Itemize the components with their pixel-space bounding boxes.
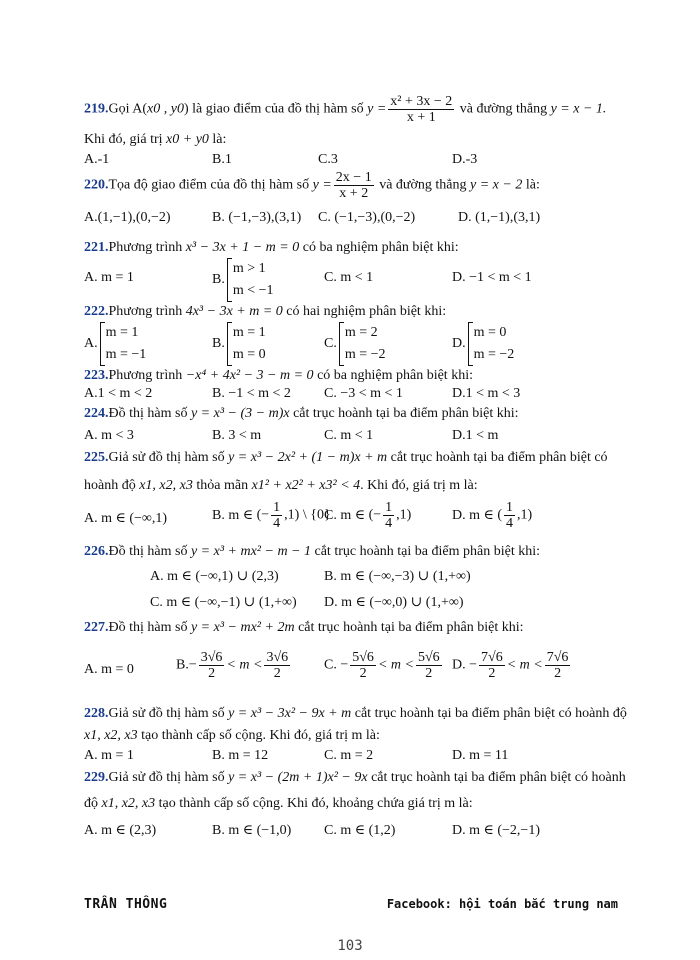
question-219-line2: Khi đó, giá trị x0 + y0 là: [84,132,227,147]
question-229-line2: độ x1, x2, x3 tạo thành cấp số cộng. Khi đó, khoảng chứa giá trị m là: [84,796,473,811]
option-b[interactable]: B.1 [212,152,232,167]
page-number: 103 [337,938,363,954]
question-226: 226.Đồ thị hàm số y = x³ + mx² − m − 1 cắt trục hoành tại ba điểm phân biệt khi: [84,544,540,559]
option-c[interactable]: C. − $\frac{5√6}{2}$ < m < $\frac{5√6}{2}$ [324,650,440,681]
option-b[interactable]: B. (−1,−3),(3,1) [212,210,302,225]
option-d[interactable]: D. m ∈ ( $\frac{1}{4}$ ,1) [452,500,533,531]
option-b[interactable]: B. m = 12 [212,748,269,763]
option-d[interactable]: D. (1,−1),(3,1) [458,210,541,225]
facebook-footer: Facebook: hội toán bắc trung nam [386,897,618,911]
author-footer: TRẦN THÔNG [84,897,168,912]
question-225: 225.Giả sử đồ thị hàm số y = x³ − 2x² + (1 − m)x + m cắt trục hoành tại ba điểm phân biệt có [84,450,608,465]
question-229: 229.Giả sử đồ thị hàm số y = x³ − (2m + 1)x² − 9x cắt trục hoành tại ba điểm phân biệt có hoành [84,770,626,785]
question-223: 223.Phương trình −x⁴ + 4x² − 3 − m = 0 có ba nghiệm phân biệt khi: [84,368,473,383]
option-a[interactable]: A. m = 0 [84,662,134,677]
option-d[interactable]: D. −1 < m < 1 [452,270,532,285]
option-d[interactable]: D.-3 [452,152,478,167]
option-d[interactable]: D.1 < m < 3 [452,386,521,401]
option-c[interactable]: C. m = 2 [324,748,374,763]
option-a[interactable]: A. m = 1 [84,270,134,285]
option-a[interactable]: A. m = 1 m = −1 [84,322,146,366]
option-d[interactable]: D. m ∈ (−2,−1) [452,823,540,838]
question-225-line2: hoành độ x1, x2, x3 thỏa mãn x1² + x2² + x3² < 4. Khi đó, giá trị m là: [84,478,478,493]
option-b[interactable]: B. m > 1 m < −1 [212,258,274,302]
question-228: 228.Giả sử đồ thị hàm số y = x³ − 3x² − 9x + m cắt trục hoành tại ba điểm phân biệt có hoành độ [84,706,627,721]
option-a[interactable]: A. m ∈ (2,3) [84,823,157,838]
question-224: 224.Đồ thị hàm số y = x³ − (3 − m)x cắt trục hoành tại ba điểm phân biệt khi: [84,406,519,421]
option-d[interactable]: D. m = 0 m = −2 [452,322,514,366]
option-a[interactable]: A. m ∈ (−∞,1) ∪ (2,3) [150,569,279,584]
option-a[interactable]: A.(1,−1),(0,−2) [84,210,171,225]
option-c[interactable]: C. (−1,−3),(0,−2) [318,210,416,225]
option-c[interactable]: C. m = 2 m = −2 [324,322,386,366]
question-227: 227.Đồ thị hàm số y = x³ − mx² + 2m cắt trục hoành tại ba điểm phân biệt khi: [84,620,524,635]
option-b[interactable]: B. m ∈ (−∞,−3) ∪ (1,+∞) [324,569,471,584]
option-c[interactable]: C. m < 1 [324,428,374,443]
question-221: 221.Phương trình x³ − 3x + 1 − m = 0 có ba nghiệm phân biệt khi: [84,240,459,255]
question-219: 219.Gọi A(x0 , y0) là giao điểm của đồ thị hàm số y = $\frac{\text{x² + 3x − 2}}{x + 1}$ và đường thẳng y = x − 1. [84,94,607,125]
option-d[interactable]: D.1 < m [452,428,499,443]
option-c[interactable]: C. m ∈ (1,2) [324,823,396,838]
option-a[interactable]: A. m = 1 [84,748,134,763]
option-a[interactable]: A. m ∈ (−∞,1) [84,511,168,526]
option-a[interactable]: A.-1 [84,152,110,167]
option-d[interactable]: D. − $\frac{7√6}{2}$ < m < $\frac{7√6}{2}$ [452,650,569,681]
question-220: 220.Tọa độ giao điểm của đồ thị hàm số y = $\frac{2x - 1}{x + 2}$ và đường thẳng y = x − 2 là: [84,170,540,201]
option-b[interactable]: B. m ∈ (−1,0) [212,823,292,838]
option-c[interactable]: C. −3 < m < 1 [324,386,403,401]
option-c[interactable]: C.3 [318,152,338,167]
option-b[interactable]: B. −1 < m < 2 [212,386,291,401]
question-228-line2: x1, x2, x3 tạo thành cấp số cộng. Khi đó, giá trị m là: [84,728,380,743]
question-222: 222.Phương trình 4x³ − 3x + m = 0 có hai nghiệm phân biệt khi: [84,304,447,319]
option-b[interactable]: B. m ∈ (− $\frac{1}{4}$ ,1) \ {0} [212,500,331,531]
option-d[interactable]: D. m ∈ (−∞,0) ∪ (1,+∞) [324,595,464,610]
option-b[interactable]: B. m = 1 m = 0 [212,322,266,366]
fraction: $\frac{2x - 1}{x + 2}$ [335,170,372,201]
option-c[interactable]: C. m < 1 [324,270,374,285]
option-a[interactable]: A.1 < m < 2 [84,386,153,401]
option-b[interactable]: B.− $\frac{3√6}{2}$ < m < $\frac{3√6}{2}$ [176,650,289,681]
option-c[interactable]: C. m ∈ (−∞,−1) ∪ (1,+∞) [150,595,297,610]
option-b[interactable]: B. 3 < m [212,428,262,443]
option-d[interactable]: D. m = 11 [452,748,509,763]
option-c[interactable]: C. m ∈ (− $\frac{1}{4}$ ,1) [324,500,412,531]
fraction: $\frac{\text{x² + 3x − 2}}{x + 1}$ [390,94,453,125]
option-a[interactable]: A. m < 3 [84,428,134,443]
